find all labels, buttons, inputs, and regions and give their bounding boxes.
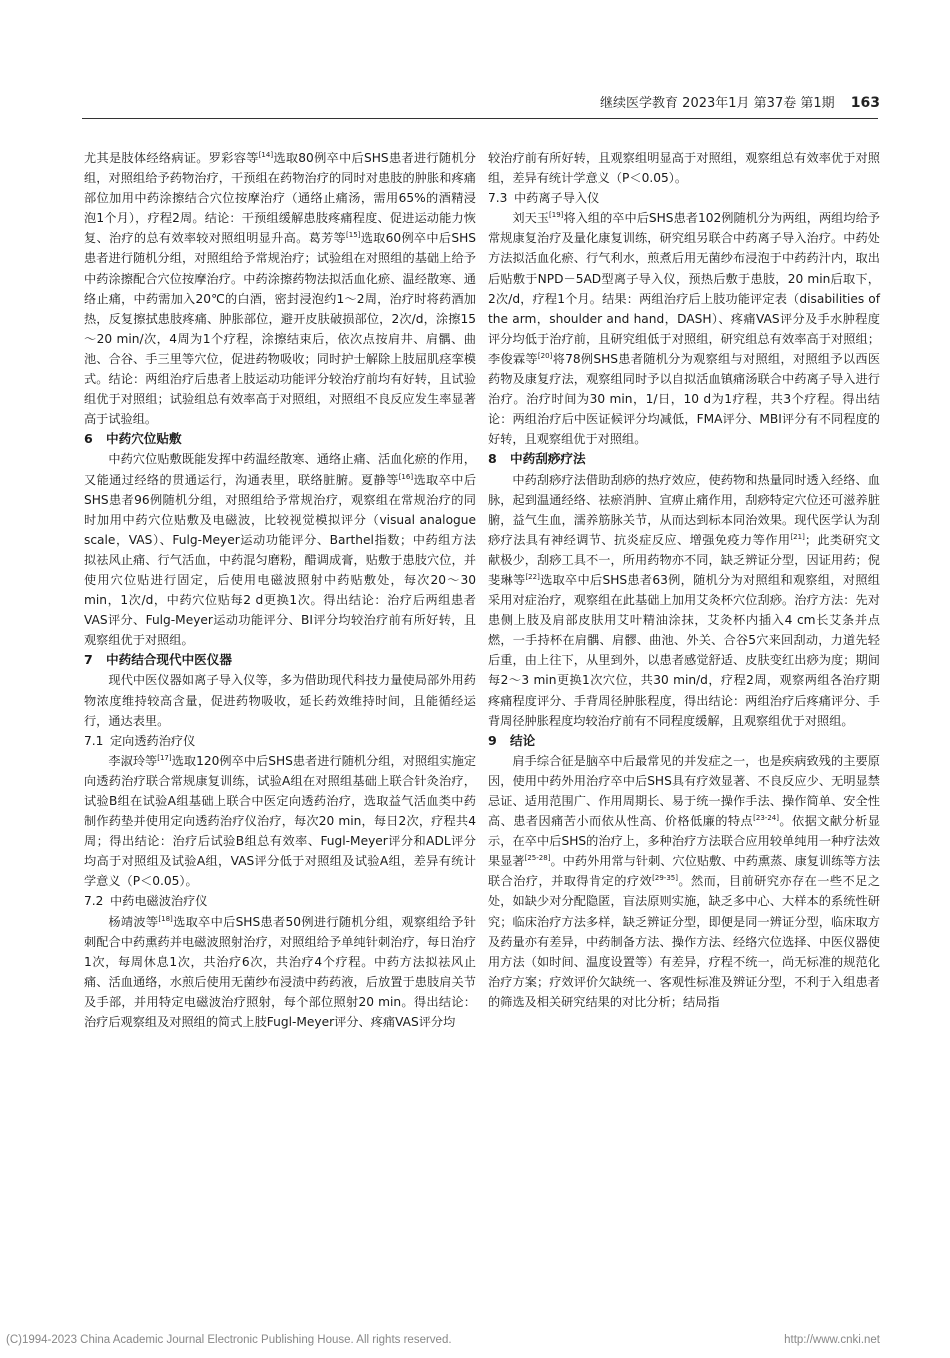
header-rule [82, 118, 878, 119]
paragraph: 现代中医仪器如离子导入仪等，多为借助现代科技力量使局部外用药物浓度维持较高含量，促进药物吸收，延长药效维持时间，且能循经运行，通达表里。 [84, 673, 476, 728]
page-number: 163 [850, 95, 880, 111]
citation[interactable]: [16] [398, 472, 414, 481]
website-link[interactable]: http://www.cnki.net [784, 1334, 880, 1346]
subsection-heading-7-3: 7.3 中药离子导入仪 [488, 191, 600, 206]
citation[interactable]: [21] [790, 532, 805, 541]
copyright-notice: (C)1994-2023 China Academic Journal Electronic Publishing House. All rights reserved. [6, 1334, 452, 1346]
section-heading-6: 6 中药穴位贴敷 [84, 431, 182, 447]
page-footer [0, 1330, 950, 1358]
citation[interactable]: [15] [346, 231, 361, 240]
paragraph: 杨靖波等[18]选取卒中后SHS患者50例进行随机分组，观察组给予针刺配合中药熏药并电磁波照射治疗，对照组给予单纯针刺治疗，每日治疗1次，每周休息1次，共治疗6次，共治疗4个疗程。中药方法拟祛风止痛、活血通络，水煎后使用无菌纱布浸渍中药药液，后放置于患肢肩关节及手部，并用特定电磁波治疗照射，每个部位照射20 min。得出结论：治疗后观察组及对照组的简式上肢Fugl-Meyer评分、疼痛VAS评分均 [84, 914, 476, 1030]
left-column [84, 148, 476, 1032]
running-header [60, 92, 880, 111]
journal-title: 继续医学教育 2023年1月 第37卷 第1期 [600, 96, 835, 111]
paragraph: 肩手综合征是脑卒中后最常见的并发症之一，也是疾病致残的主要原因，使用中药外用治疗卒中后SHS具有疗效显著、不良反应少、无明显禁忌证、适用范围广、作用周期长、易于统一操作手法、操作简单、安全性高、患者因痛苦小而依从性高、价格低廉的特点[23-24]。依据文献分析显示，在卒中后SHS的治疗上，多种治疗方法联合应用较单纯用一种疗法效果显著[25-28]。中药外用常与针刺、穴位贴敷、中药熏蒸、康复训练等方法联合治疗，并取得肯定的疗效[29-35]。然而，目前研究亦存在一些不足之处，如缺少对分配隐匿，盲法原则实施，缺乏多中心、大样本的系统性研究；临床治疗方法多样，缺乏辨证分型，即便是同一辨证分型，临床取方及药量亦有差异，中药制备方法、操作方法、经络穴位选择、中医仪器使用方法（如时间、温度设置等）有差异，疗程不统一，尚无标准的规范化治疗方案；疗效评价欠缺统一、客观性标准及辨证分型，不利于入组患者的筛选及相关研究结果的对比分析；结局指 [488, 753, 881, 1009]
paragraph: 中药刮痧疗法借助刮痧的热疗效应，使药物和热量同时透入经络、血脉，起到温通经络、祛瘀消肿、宣痹止痛作用，刮痧特定穴位还可滋养脏腑，益气生血，濡养筋脉关节，从而达到标本同治效果。现代医学认为刮痧疗法具有神经调节、抗炎症反应、增强免疫力等作用[21]；此类研究文献极少，刮痧工具不一，所用药物亦不同，缺乏辨证分型，因证用药；倪斐琳等[22]选取卒中后SHS患者63例，随机分为对照组和观察组，对照组采用对症治疗，观察组在此基础上加用艾灸杯穴位刮痧。治疗方法：先对患侧上肢及肩部皮肤用艾叶精油涂抹，艾灸杯内插入4 cm长艾条并点燃，一手持杯在肩髃、肩髎、曲池、外关、合谷5穴来回刮动，力道先轻后重，由上往下，从里到外，以患者感觉舒适、皮肤变红出痧为度；期间每2～3 min更换1次穴位，共30 min/d，疗程2周，观察两组各治疗期疼痛程度评分、手背周径肿胀程度，得出结论：两组治疗后疼痛评分、手背周径肿胀程度均较治疗前有不同程度缓解，且观察组优于对照组。 [488, 472, 881, 728]
citation[interactable]: [22] [525, 572, 540, 581]
citation[interactable]: [20] [537, 351, 553, 360]
paragraph: 尤其是肢体经络病证。罗彩容等[14]选取80例卒中后SHS患者进行随机分组，对照组给予药物治疗，干预组在药物治疗的同时对患肢的肿胀和疼痛部位加用中药涂擦结合穴位按摩治疗（通络止痛汤，需用65%的酒精浸泡1个月），疗程2周。结论：干预组缓解患肢疼痛程度、促进运动能力恢复、治疗的总有效率较对照组明显升高。葛芳等[15]选取60例卒中后SHS患者进行随机分组，对照组给予常规治疗；试验组在对照组的基础上给予中药涂擦配合穴位按摩治疗。中药涂擦药物法拟活血化瘀、温经散寒、通络止痛，中药需加入20℃的白酒，密封浸泡约1～2周，治疗时将药酒加热，反复擦拭患肢疼痛、肿胀部位，避开皮肤破损部位，2次/d，涂擦15～20 min/次，4周为1个疗程，涂擦结束后，依次点按肩井、肩髃、曲池、合谷、手三里等穴位，促进药物吸收；同时护士解除上肢屈肌痉挛模式。结论：两组治疗后患者上肢运动功能评分较治疗前均有好转，且试验组优于对照组；试验组总有效率高于对照组，对照组不良反应发生率显著高于试验组。 [84, 150, 476, 427]
subsection-heading-7-1: 7.1 定向透药治疗仪 [84, 733, 196, 748]
section-heading-9: 9 结论 [488, 732, 536, 748]
right-column [488, 148, 880, 1012]
citation[interactable]: [18] [158, 914, 173, 923]
paragraph: 中药穴位贴敷既能发挥中药温经散寒、通络止痛、活血化瘀的作用，又能通过经络的贯通运行，沟通表里，联络脏腑。夏静等[16]选取卒中后SHS患者96例随机分组，对照组给予常规治疗，观察组在常规治疗的同时加用中药穴位贴敷及电磁波，比较视觉模拟评分（visual analogue scale，VAS）、Fulg-Meyer运动功能评分、Barthel指数；中药组方法拟祛风止痛、行气活血，中药混匀磨粉，醋调成膏，贴敷于患肢穴位，并使用穴位贴进行固定，后使用电磁波照射中药贴敷处，每次20～30 min，1次/d，中药穴位贴每2 d更换1次。得出结论：治疗后两组患者VAS评分、Fulg-Meyer运动功能评分、BI评分均较治疗前有所好转，且观察组优于对照组。 [84, 452, 477, 648]
section-heading-8: 8 中药刮痧疗法 [488, 451, 586, 467]
citation[interactable]: [25-28] [524, 854, 551, 863]
subsection-heading-7-2: 7.2 中药电磁波治疗仪 [84, 894, 208, 909]
paragraph: 李淑玲等[17]选取120例卒中后SHS患者进行随机分组，对照组实施定向透药治疗联合常规康复训练，试验A组在对照组基础上联合针灸治疗，试验B组在试验A组基础上联合中医定向透药治疗，选取益气活血类中药制作药垫并使用定向透药治疗仪治疗，每次20 min，每日2次，疗程共4周；得出结论：治疗后试验B组总有效率、Fugl-Meyer评分和ADL评分均高于对照组及试验A组，VAS评分低于对照组及试验A组，差异有统计学意义（P＜0.05）。 [84, 753, 477, 889]
paragraph: 刘天玉[19]将入组的卒中后SHS患者102例随机分为两组，两组均给予常规康复治疗及量化康复训练，研究组另联合中药离子导入治疗。中药处方法拟活血化瘀、行气利水，煎煮后用无菌纱布浸泡于中药药汁内，取出后贴敷于NPD－5AD型离子导入仪，预热后敷于患肢，20 min后取下，2次/d，疗程1个月。结果：两组治疗后上肢功能评定表（disabilities of the arm，shoulder and hand，DASH）、疼痛VAS评分及手水肿程度评分均低于治疗前，且研究组低于对照组，研究组总有效率高于对照组；李俊霖等[20]将78例SHS患者随机分为观察组与对照组，对照组予以西医药物及康复疗法，观察组同时予以自拟活血镇痛汤联合中药离子导入进行治疗。治疗时间为30 min，1/日，10 d为1疗程，共3个疗程。得出结论：两组治疗后中医证候评分均减低，FMA评分、MBI评分有不同程度的好转，且观察组优于对照组。 [488, 211, 881, 447]
paragraph: 较治疗前有所好转，且观察组明显高于对照组，观察组总有效率优于对照组，差异有统计学意义（P＜0.05）。 [488, 151, 880, 186]
citation[interactable]: [23-24] [753, 814, 779, 823]
citation[interactable]: [17] [157, 753, 172, 762]
section-heading-7: 7 中药结合现代中医仪器 [84, 652, 232, 668]
citation[interactable]: [14] [258, 150, 274, 159]
citation[interactable]: [29-35] [652, 874, 678, 883]
citation[interactable]: [19] [549, 211, 564, 220]
